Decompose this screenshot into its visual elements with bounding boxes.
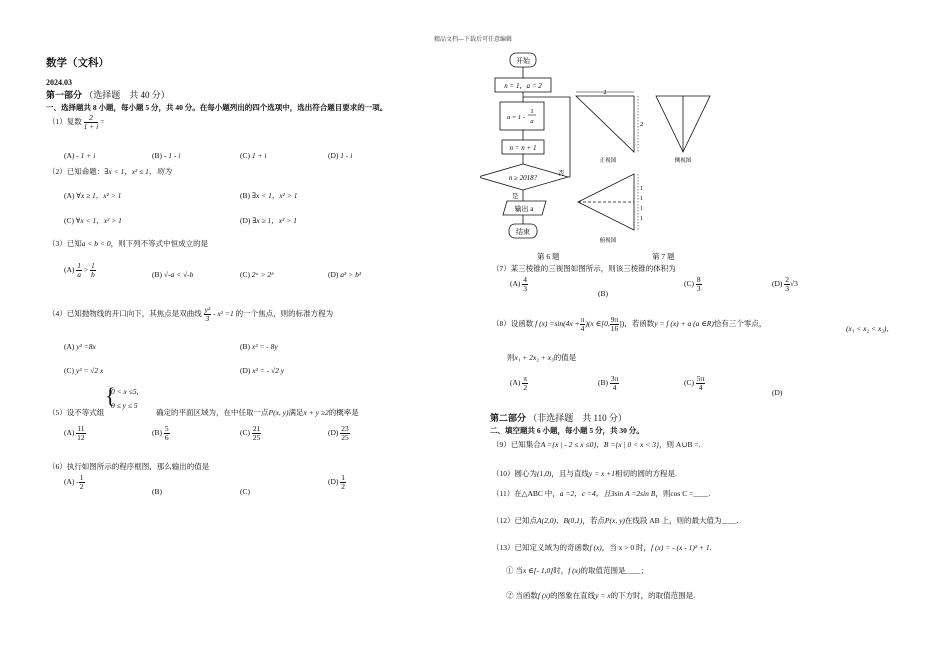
q4-hyp-den: 3 — [205, 314, 210, 323]
q5-tail: 的概率是 — [328, 408, 359, 417]
q1-option-c — [240, 151, 267, 160]
q5-a-den: 12 — [77, 433, 85, 442]
q2-expr: ∃x < 1，x² ≤ 1，则为 — [104, 167, 172, 176]
q8-stem-text: （8）设函数 — [492, 319, 534, 329]
q8-dom-num: 9π — [610, 315, 619, 324]
q8-pi-den: 4 — [580, 324, 585, 333]
q10 — [492, 468, 677, 479]
q12 — [492, 515, 738, 526]
q5-c-num: 21 — [252, 424, 261, 433]
figure6-caption: 第 6 题 — [537, 252, 560, 261]
front-width-label: 2 — [603, 89, 607, 96]
q8-option-c — [684, 375, 705, 392]
q5-system-line1: 0 < x ≤5, — [111, 387, 139, 396]
q4-option-a — [64, 342, 96, 351]
q13-part2 — [506, 590, 695, 601]
q5-ineq: x + y ≥2 — [303, 408, 329, 417]
q9-set-a: A ={x | - 2 ≤ x ≤0} — [540, 440, 597, 449]
q8-then: 则 — [507, 353, 515, 362]
q11-eq: 3sin A =2sin B — [610, 489, 656, 498]
q2-d-label: (D) — [240, 216, 251, 225]
q4-option-c — [64, 366, 103, 375]
q1-a-value: - 1 + i — [76, 151, 96, 160]
q11-tail: ，则cos C =____. — [655, 489, 711, 498]
q1-d-label: (D) — [328, 151, 339, 160]
q4-hyp-tail: - x² =1 — [213, 309, 234, 319]
q5-stem-start: （5）设不等式组 — [48, 408, 105, 417]
q6-d-den: 2 — [341, 482, 346, 491]
q5-c-den: 25 — [252, 433, 261, 442]
q6-stem: （6）执行如图所示的程序框图，那么输出的值是 — [48, 462, 210, 471]
q13-mid: ，当 x > 0 时， — [601, 543, 652, 552]
q2-stem-text: （2）已知命题： — [48, 167, 105, 176]
q8-a-frac — [522, 375, 528, 392]
top-dim-1d: 1 — [640, 216, 643, 222]
q5-b-label: (B) — [152, 428, 162, 438]
q2-c-label: (C) — [64, 216, 74, 225]
q13-s2-line: y = x — [595, 591, 611, 600]
q3-tail: ，则下列不等式中恒成立的是 — [110, 239, 209, 248]
q7-d-label: (D) — [772, 279, 783, 289]
q8-option-a — [510, 375, 528, 392]
q2-c-value: ∀x < 1，x² > 1 — [75, 216, 122, 225]
part1-heading — [46, 88, 170, 101]
q4-a-value: y² =8x — [76, 342, 96, 351]
section2-instructions: 二、填空题共 6 小题，每小题 5 分，共 30 分。 — [490, 426, 644, 435]
q9-stem: （9）已知集合 — [492, 440, 541, 449]
q3-a-frac1-num: 1 — [77, 261, 82, 270]
page-header: 精品文档---下载后可任意编辑 — [434, 37, 512, 43]
q1-b-value: - 1 - i — [163, 151, 181, 160]
q1-fraction — [84, 114, 99, 131]
q13-s1-mid: 时， — [553, 566, 569, 575]
q11-mid: a =2，c =4，且 — [559, 489, 611, 498]
q5-d-num: 23 — [341, 424, 349, 433]
q4-d-label: (D) — [240, 366, 251, 375]
q7-option-b: (B) — [598, 289, 608, 298]
q10-stem: （10）圆心为 — [492, 469, 537, 478]
q8-stem — [492, 316, 766, 333]
q4-stem — [48, 306, 333, 323]
side-view-caption: 侧视图 — [674, 158, 692, 164]
q5-b-num: 5 — [164, 424, 169, 433]
q2-b-value: ∃x < 1，x² > 1 — [251, 191, 298, 200]
q8-domain-tail: ]) — [619, 319, 625, 329]
three-views-diagram — [570, 88, 720, 246]
flow-condition-label: n ≥ 2018? — [508, 174, 538, 182]
q6-option-b: (B) — [152, 487, 162, 496]
part2-subtitle: （非选择题 共 110 分） — [528, 413, 627, 423]
q1-c-label: (C) — [240, 151, 250, 160]
q1-b-label: (B) — [152, 151, 162, 160]
q5-b-frac — [164, 425, 170, 442]
q8-dom-den: 16 — [610, 324, 619, 333]
q7-option-d — [772, 276, 798, 293]
q1-d-value: 1 - i — [340, 151, 353, 160]
q8-b-num: 3π — [610, 374, 619, 383]
q4-option-b — [240, 342, 278, 351]
q3-d-value: a³ > b³ — [340, 270, 362, 279]
q5-option-a — [64, 425, 86, 442]
q7-option-c — [684, 276, 702, 293]
q3-stem-text: （3）已知 — [48, 239, 82, 248]
q3-stem — [48, 238, 208, 249]
q6-a-frac — [79, 474, 85, 491]
q13-s2-pre: ② 当函数 — [506, 591, 538, 600]
q10-center: (1,0) — [537, 469, 552, 478]
q4-c-label: (C) — [64, 366, 74, 375]
q9-tail: ，则 A∪B =. — [658, 440, 701, 449]
q4-a-label: (A) — [64, 342, 75, 351]
paper-date: 2024.03 — [46, 78, 72, 87]
q4-d-value: x² = - √2 y — [252, 366, 285, 375]
q5-d-label: (D) — [328, 428, 339, 438]
q3-b-label: (B) — [152, 270, 162, 279]
q6-option-a — [64, 474, 85, 491]
q8-ask-text: 的值是 — [553, 353, 577, 362]
q7-a-label: (A) — [510, 279, 521, 289]
q5-mid: 确定的平面区域为，在中任取一点 — [156, 408, 269, 417]
flow-assign-num: 1 — [530, 108, 534, 115]
front-height-label: 2 — [640, 121, 644, 128]
q8-c-frac — [696, 375, 706, 392]
q1-stem-text: （1）复数 — [48, 117, 82, 127]
q4-hyp-num: y² — [204, 305, 211, 314]
q13-s1-f: f (x) — [568, 566, 581, 575]
q8-a-num: π — [523, 374, 528, 383]
q3-option-a — [64, 262, 96, 279]
q7-c-label: (C) — [684, 279, 694, 289]
flow-increment-label: n = n + 1 — [509, 144, 537, 152]
q13-s1-tail: 的取值范围是____； — [580, 566, 649, 575]
q13-s1-pre: ① 当 — [506, 566, 523, 575]
q7-d-sqrt: √3 — [790, 279, 798, 289]
q2-a-label: (A) — [64, 191, 75, 200]
q2-a-value: ∀x ≥ 1，x² > 1 — [76, 191, 122, 200]
q7-stem: （7）某三棱锥的三视图如图所示，则该三棱锥的体积为 — [492, 264, 676, 273]
q8-mid: ，若函数 — [624, 319, 655, 329]
part1-subtitle: （选择题 共 40 分） — [84, 90, 170, 100]
q8-c-num: 5π — [696, 374, 705, 383]
front-view-caption: 正视图 — [599, 158, 617, 164]
q8-pi-num: π — [580, 315, 585, 324]
q5-point: P(x, y) — [268, 408, 289, 417]
q8-option-b — [598, 375, 619, 392]
q13-part1 — [506, 565, 648, 576]
q13-def: f (x) = - (x - 1)² + 1. — [651, 543, 712, 552]
q3-a-frac2 — [90, 262, 96, 279]
q4-b-label: (B) — [240, 342, 250, 351]
q6-a-label: (A) — [64, 477, 75, 487]
q3-option-c — [240, 270, 273, 279]
q4-b-value: x² = - 8y — [251, 342, 278, 351]
part2-heading — [490, 411, 627, 424]
q7-a-num: 4 — [523, 275, 528, 284]
q5-option-b — [152, 425, 170, 442]
q3-option-d — [328, 270, 361, 279]
q8-g: y = f (x) + a (a ∈R) — [654, 319, 714, 329]
q5-a-label: (A) — [64, 428, 75, 438]
q3-a-gt: > — [83, 265, 89, 275]
flow-start-label: 开始 — [516, 57, 530, 65]
q3-a-frac1 — [76, 262, 82, 279]
q1-c-value: 1 + i — [251, 151, 267, 160]
q1-a-label: (A) — [64, 151, 75, 160]
q3-c-label: (C) — [240, 270, 250, 279]
q3-a-frac1-den: a — [77, 270, 82, 279]
q13-s2-f: f (x) — [537, 591, 551, 600]
part1-title: 第一部分 — [46, 90, 83, 100]
q7-option-a — [510, 276, 528, 293]
q9 — [492, 439, 701, 450]
q8-dom-frac — [610, 316, 620, 333]
q9-set-b: ，B ={x | 0 < x < 3} — [596, 440, 659, 449]
q7-d-den: 3 — [785, 284, 790, 293]
q5-d-frac — [340, 425, 350, 442]
q4-tail: 的一个焦点，则的标准方程为 — [235, 309, 334, 319]
q2-option-b — [240, 190, 297, 201]
q5-a-frac — [76, 425, 85, 442]
q8-function: f (x) =sin(4x + — [535, 319, 580, 329]
q5-c-frac — [252, 425, 262, 442]
q12-points: A(2,0)，B(0,1) — [537, 516, 583, 525]
q1-frac-den: 1 + i — [83, 122, 99, 131]
q8-c-den: 4 — [698, 383, 703, 392]
q8-b-den: 4 — [612, 383, 617, 392]
q1-equals: = — [100, 117, 105, 127]
q8-option-d: (D) — [772, 388, 783, 397]
top-dim-1c: 1 — [640, 206, 643, 212]
q8-b-label: (B) — [598, 378, 608, 388]
flow-init-label: n = 1，a = 2 — [504, 82, 542, 90]
flow-no-label: 否 — [558, 170, 565, 177]
q1-frac-num: 2 — [84, 114, 99, 123]
flow-end-label: 结束 — [516, 228, 530, 236]
q2-option-c — [64, 215, 122, 226]
q12-mid: ，若点 — [582, 516, 605, 525]
front-view-triangle — [576, 96, 634, 152]
q10-mid: ，且与直线 — [551, 469, 589, 478]
q8-a-den: 2 — [523, 383, 528, 392]
q8-c-label: (C) — [684, 378, 694, 388]
q5-system-line2: 0 ≤ y ≤ 5 — [111, 401, 138, 410]
q3-c-value: 2ᵃ > 2ᵇ — [251, 270, 274, 279]
q1-option-d — [328, 151, 352, 160]
q8-ask — [507, 352, 576, 363]
q3-d-label: (D) — [328, 270, 339, 279]
q8-order: (x₁ < x₂ < x₃)， — [846, 324, 894, 333]
q7-c-num: 8 — [696, 275, 701, 284]
q6-a-num: 1 — [79, 473, 84, 482]
q4-c-value: y² = √2 x — [75, 366, 104, 375]
q3-b-value: √-a < √-b — [163, 270, 194, 279]
q5-d-den: 25 — [341, 433, 349, 442]
q10-tail: 相切的圆的方程是. — [615, 469, 677, 478]
q3-expr: a < b < 0 — [81, 239, 111, 248]
q7-a-frac — [522, 276, 528, 293]
q2-option-d — [240, 215, 297, 226]
q5-cond: 满足 — [288, 408, 304, 417]
q13-fx: f (x) — [589, 543, 602, 552]
q11 — [492, 488, 710, 499]
q6-d-num: 1 — [341, 473, 346, 482]
q4-hyperbola-frac — [204, 306, 212, 323]
q3-a-frac2-den: b — [91, 270, 95, 279]
q7-c-den: 3 — [696, 284, 701, 293]
flow-assign-den: a — [530, 118, 534, 125]
q2-stem — [48, 166, 171, 177]
q7-a-den: 3 — [523, 284, 528, 293]
figure7-caption: 第 7 题 — [652, 252, 675, 261]
q5-a-num: 11 — [77, 424, 85, 433]
q13 — [492, 542, 712, 553]
top-dim-1b: 1 — [640, 196, 643, 202]
q12-p: P(x, y) — [604, 516, 625, 525]
q2-option-a — [64, 190, 121, 201]
q10-line: y = x +1 — [588, 469, 616, 478]
top-dim-1a: 1 — [640, 186, 643, 192]
flow-yes-label: 是 — [512, 193, 519, 200]
q8-a-label: (A) — [510, 378, 521, 388]
q11-stem: （11）在△ABC 中， — [492, 489, 560, 498]
q1-stem — [48, 114, 104, 131]
q1-option-b — [152, 151, 180, 160]
q5-brace: { — [105, 383, 116, 408]
q6-a-sign: - — [76, 477, 79, 487]
top-view-caption: 俯视图 — [599, 238, 617, 244]
q3-option-b — [152, 270, 193, 279]
q5-option-c — [240, 425, 261, 442]
q13-s2-tail: 的下方时，的取值范围是. — [610, 591, 696, 600]
q5-stem — [156, 407, 359, 418]
part2-title: 第二部分 — [490, 413, 527, 423]
q2-b-label: (B) — [240, 191, 250, 200]
q6-a-den: 2 — [79, 482, 84, 491]
q8-domain: )(x ∈[0, — [585, 319, 610, 329]
q5-c-label: (C) — [240, 428, 250, 438]
q6-d-frac — [340, 474, 346, 491]
q13-s1-dom: x ∈[- 1,0] — [522, 566, 554, 575]
q3-a-label: (A) — [64, 265, 75, 275]
q12-stem: （12）已知点 — [492, 516, 537, 525]
q6-d-label: (D) — [328, 477, 339, 487]
q4-option-d — [240, 366, 284, 375]
q8-sum: x₁ + 2x₂ + x₃ — [514, 353, 554, 362]
q6-option-c: (C) — [240, 487, 250, 496]
q5-option-d — [328, 425, 350, 442]
flow-assign-lhs: a = 1 - — [507, 114, 525, 121]
q8-b-frac — [610, 375, 620, 392]
q5-b-den: 6 — [164, 433, 169, 442]
q7-c-frac — [696, 276, 702, 293]
q8-tail: 恰有三个零点， — [713, 319, 767, 329]
q13-s2-mid: 的图象在直线 — [550, 591, 596, 600]
flow-output-label: 输出 a — [514, 205, 534, 213]
paper-title: 数学（文科） — [46, 58, 109, 69]
q7-d-num: 2 — [785, 275, 790, 284]
q6-option-d — [328, 474, 346, 491]
q3-a-frac2-num: 1 — [91, 261, 95, 270]
section1-instructions: 一、选择题共 8 小题，每小题 5 分，共 40 分。在每小题列出的四个选项中，选出符合题目要求的一项。 — [46, 103, 388, 112]
q1-option-a — [64, 151, 95, 160]
q4-stem-text: （4）已知抛物线的开口向下，其焦点是双曲线 — [48, 309, 202, 319]
q13-stem: （13）已知定义域为的奇函数 — [492, 543, 590, 552]
q12-seg: 在线段 AB 上，则的最大值为____. — [624, 516, 739, 525]
q2-d-value: ∃x ≥ 1，x² > 1 — [252, 216, 297, 225]
